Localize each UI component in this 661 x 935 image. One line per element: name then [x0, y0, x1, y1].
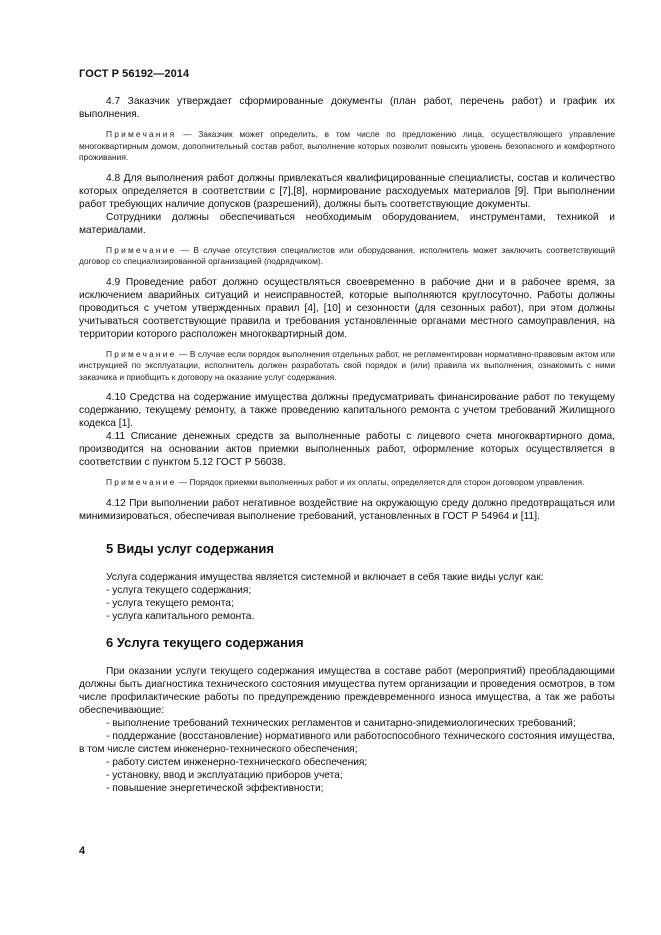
note-text: — В случае если порядок выполнения отдельных работ, не регламентирован нормативно-правовым актом или инструкцией по эксплуатации, исполнитель должен разработать свой порядок и (или) правила их выполнения, ознакомить с ними заказчика и приобщить к договору на оказание услуг содержания. [79, 348, 615, 382]
list-item: - повышение энергетической эффективности; [106, 782, 324, 794]
note-4-9 [79, 349, 615, 384]
page-content [79, 95, 615, 795]
list-item: - услуга капитального ремонта. [106, 610, 255, 622]
list-item: - услуга текущего ремонта; [106, 597, 234, 609]
clause-4-7: 4.7 Заказчик утверждает сформированные документы (план работ, перечень работ) и график их выполнения. [79, 96, 615, 120]
note-text: — В случае отсутствия специалистов или оборудования, исполнитель может заключить соответствующий договор со специализированной организацией (подрядчиком). [79, 244, 615, 266]
section-6-intro: При оказании услуги текущего содержания имущества в составе работ (мероприятий) преобладающими должны быть диагностика технического состояния имущества путем организации и проведения осмотров, в том числе профилактические работы по предупреждению преждевременного износа имущества, а так же работы обеспечивающие: [79, 665, 615, 716]
note-label: Примечание [106, 244, 177, 255]
note-4-8 [79, 245, 615, 268]
clause-4-10: 4.10 Средства на содержание имущества должны предусматривать финансирование работ по текущему содержанию, текущему ремонту, а также проведению капитального ремонта с учетом требований Жилищного кодекса [1]. [79, 392, 615, 429]
note-4-11 [79, 477, 615, 489]
note-4-7 [79, 129, 615, 164]
note-label: Примечание [106, 348, 177, 359]
page-header: ГОСТ Р 56192—2014 [79, 68, 190, 80]
clause-4-12: 4.12 При выполнении работ негативное воздействие на окружающую среду должно предотвращаться или минимизироваться, обеспечивая выполнение требований, установленных в ГОСТ Р 54964 и [11]. [79, 497, 615, 522]
note-text: — Порядок приемки выполненных работ и их оплаты, определяется для сторон договором управления. [176, 477, 585, 487]
list-item: - выполнение требований технических регламентов и санитарно-эпидемиологических требований; [106, 717, 576, 729]
list-item: - работу систем инженерно-технического обеспечения; [106, 756, 368, 768]
clause-4-8: 4.8 Для выполнения работ должны привлекаться квалифицированные специалисты, состав и количество которых определяется в соответствии с [7],[8], нормирование расходуемых материалов [9]. При выполнении работ требующих наличие допусков (разрешений), должны быть соответствующие документы. [79, 172, 615, 210]
section-5-heading: 5 Виды услуг содержания [106, 540, 274, 556]
note-text: — Заказчик может определить, в том числе по предложению лица, осуществляющего управление многоквартирным домом, дополнительный состав работ, выполнение которых позволит повысить уровень безопасного и комфортного проживания. [79, 129, 615, 162]
clause-4-11: 4.11 Списание денежных средств за выполненные работы с лицевого счета многоквартирного дома, производится на основании актов приемки выполненных работ, оформление которых осуществляется в соответствии с пунктом 5.12 ГОСТ Р 56038. [79, 431, 615, 468]
page-number: 4 [79, 845, 86, 857]
clause-4-8-staff: Сотрудники должны обеспечиваться необходимым оборудованием, инструментами, техникой и материалами. [79, 211, 615, 236]
section-6-heading: 6 Услуга текущего содержания [106, 634, 304, 650]
note-label: Примечания [106, 129, 177, 139]
list-item: - услуга текущего содержания; [106, 584, 252, 596]
section-5-intro: Услуга содержания имущества является системной и включает в себя такие виды услуг как: [106, 571, 544, 583]
clause-4-9: 4.9 Проведение работ должно осуществляться своевременно в рабочие дни и в рабочее время, за исключением аварийных ситуаций и неисправностей, которые выполняются круглосуточно. Работы должны проводиться с учетом утвержденных правил [4], [10] и сезонности (для сезонных работ), при этом должны учитываться соответствующие правила и требования установленные органами местного самоуправления, на территории которого расположен многоквартирный дом. [79, 276, 615, 340]
list-item: - установку, ввод и эксплуатацию приборов учета; [106, 769, 343, 781]
list-item: - поддержание (восстановление) нормативного или работоспособного технического состояния имущества, в том числе систем инженерно-технического обеспечения; [79, 730, 615, 755]
note-label: Примечание [106, 477, 177, 487]
